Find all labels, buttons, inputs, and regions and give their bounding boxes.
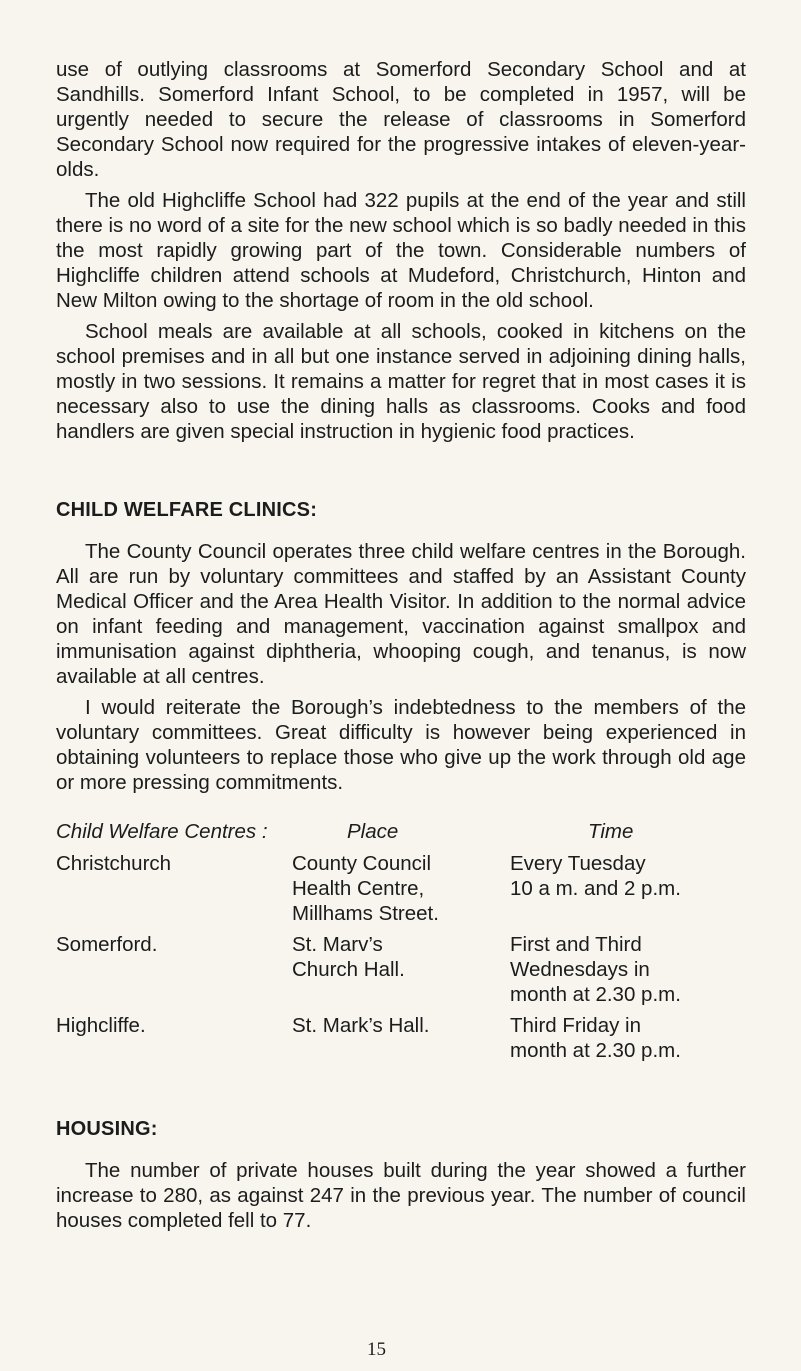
child-welfare-paragraph-1: The County Council operates three child welfare centres in the Borough. All are run by voluntary committees and staffed by an Assistant County Medical Officer and the Area Health Visitor. In addition to the normal advice on infant feeding and management, vaccination against smallpox and immunisation against diphtheria, whooping cough, and tenanus, is now available at all centres. — [56, 540, 746, 688]
centre-place — [292, 1013, 510, 1069]
time-line: 10 a m. and 2 p.m. — [510, 877, 681, 900]
place-line: St. Marv’s — [292, 933, 383, 956]
centre-name: Somerford. — [56, 933, 158, 956]
centre-time — [510, 1013, 746, 1069]
document-page — [56, 0, 746, 1233]
table-row — [56, 1013, 746, 1069]
place-line: Health Centre, — [292, 877, 425, 900]
time-line: Wednesdays in — [510, 958, 650, 981]
intro-paragraph-1: use of outlying classrooms at Somerford Secondary School and at Sandhills. Somerford Infant School, to be completed in 1957, will be urgently needed to secure the release of classrooms in Somerford Secondary School now required for the progressive intakes of eleven-year-olds. — [56, 58, 746, 181]
place-line: County Council — [292, 852, 432, 875]
centre-place — [292, 851, 510, 932]
header-time: Time — [588, 820, 634, 843]
place-line: St. Mark’s Hall. — [292, 1014, 430, 1037]
place-line: Millhams Street. — [292, 902, 439, 925]
table-row — [56, 932, 746, 1013]
table-header-row — [56, 819, 746, 851]
time-line: month at 2.30 p.m. — [510, 1039, 681, 1062]
centre-place — [292, 932, 510, 1013]
centre-name: Christchurch — [56, 852, 172, 875]
centre-time — [510, 851, 746, 932]
child-welfare-heading: CHILD WELFARE CLINICS: — [56, 499, 318, 521]
time-line: Every Tuesday — [510, 852, 646, 875]
housing-paragraph: The number of private houses built during the year showed a further increase to 280, as against 247 in the previous year. The number of council houses completed fell to 77. — [56, 1159, 746, 1232]
header-place: Place — [347, 820, 399, 843]
place-line: Church Hall. — [292, 958, 405, 981]
housing-heading: HOUSING: — [56, 1118, 158, 1140]
header-centres: Child Welfare Centres : — [56, 820, 268, 843]
intro-paragraph-3: School meals are available at all schools, cooked in kitchens on the school premises and in all but one instance served in adjoining dining halls, mostly in two sessions. It remains a matter for regret that in most cases it is necessary also to use the dining halls as classrooms. Cooks and food handlers are given special instruction in hygienic food practices. — [56, 320, 746, 443]
time-line: Third Friday in — [510, 1014, 642, 1037]
child-welfare-centres-table — [56, 819, 746, 1069]
time-line: First and Third — [510, 933, 642, 956]
time-line: month at 2.30 p.m. — [510, 983, 681, 1006]
centre-name: Highcliffe. — [56, 1014, 146, 1037]
intro-paragraph-2: The old Highcliffe School had 322 pupils at the end of the year and still there is no word of a site for the new school which is so badly needed in this the most rapidly growing part of the town. Considerable numbers of Highcliffe children attend schools at Mudeford, Christchurch, Hinton and New Milton owing to the shortage of room in the old school. — [56, 189, 746, 312]
table-row — [56, 851, 746, 932]
page-number: 15 — [367, 1339, 386, 1360]
centre-time — [510, 932, 746, 1013]
child-welfare-paragraph-2: I would reiterate the Borough’s indebtedness to the members of the voluntary committees. Great difficulty is however being experienced in obtaining volunteers to replace those who give up the work through old age or more pressing commitments. — [56, 696, 746, 794]
